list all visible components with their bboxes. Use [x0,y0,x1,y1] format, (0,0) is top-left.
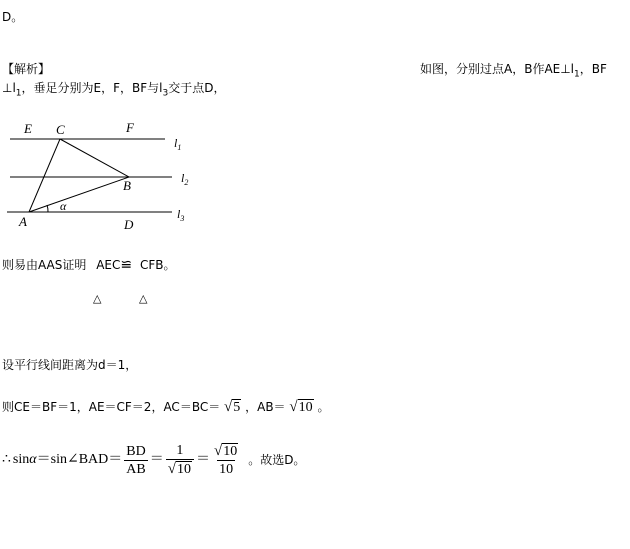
intro-line-2 [2,81,225,100]
congruence-prefix: 则易由AAS证明 [2,258,87,272]
subscript: 1 [574,69,580,80]
congruence-left: AEC [96,258,121,272]
lengths-line [2,397,329,417]
triangle-symbol-2: △ [139,292,148,305]
answer-line: D。 [2,10,24,24]
analysis-heading: 【解析】 [2,62,51,76]
geometry-figure [0,115,200,235]
distance-line: 设平行线间距离为d＝1， [2,358,138,372]
lengths-tail: 。 [317,400,330,414]
label-e: E [24,121,32,136]
equals-sign: ＝ [36,452,51,467]
congruence-symbol: ≌ [120,257,133,273]
sqrt-5: √ 5 [224,399,241,415]
equals-sign: ＝ [149,452,164,467]
congruence-right: CFB。 [139,258,176,272]
label-l3: $l_3$ [177,207,185,223]
therefore-symbol: ∴ [2,452,11,467]
lengths-prefix: 则CE＝BF＝1，AE＝CF＝2，AC＝BC＝ [2,400,221,414]
final-equation [2,440,305,480]
segment-cb [60,139,129,177]
label-f: F [126,120,134,135]
final-tail: 。故选D。 [248,453,306,467]
fraction-bd-ab: $\frac{BD}{AB}$ [126,443,146,477]
intro-text: ，垂足分别为E，F，BF与l [21,81,163,95]
intro-text: ⊥l [2,81,16,95]
label-l2: $l_2$ [181,171,189,187]
lengths-mid: ，AB＝ [245,400,286,414]
intro-text-tail: ，BF [579,62,607,76]
fraction-1-sqrt10: 1 √ 10 [166,443,194,477]
angle-arc [47,205,48,212]
label-alpha: α [60,199,67,213]
intro-line-1 [420,62,607,81]
sin-function: sin [12,452,30,467]
label-c: C [56,122,65,137]
triangle-symbol-1: △ [93,292,102,305]
label-l1: $l_1$ [174,136,182,152]
congruence-line [2,258,175,272]
intro-text: 交于点D， [168,81,226,95]
fraction-sqrt10-10: √ 10 10 [213,443,238,477]
subscript: 3 [162,88,169,99]
segment-ac [29,139,60,212]
label-d: D [124,217,134,232]
segment-ab [29,177,129,212]
alpha-symbol: α [29,452,37,467]
sin-bad: sin∠BAD＝ [50,452,123,467]
label-b: B [123,178,131,193]
label-a: A [19,214,27,229]
subscript: 1 [15,88,22,99]
sqrt-10: √ 10 [289,399,313,415]
intro-text: 如图，分别过点A，B作AE⊥l [420,62,575,76]
equals-sign: ＝ [195,452,210,467]
